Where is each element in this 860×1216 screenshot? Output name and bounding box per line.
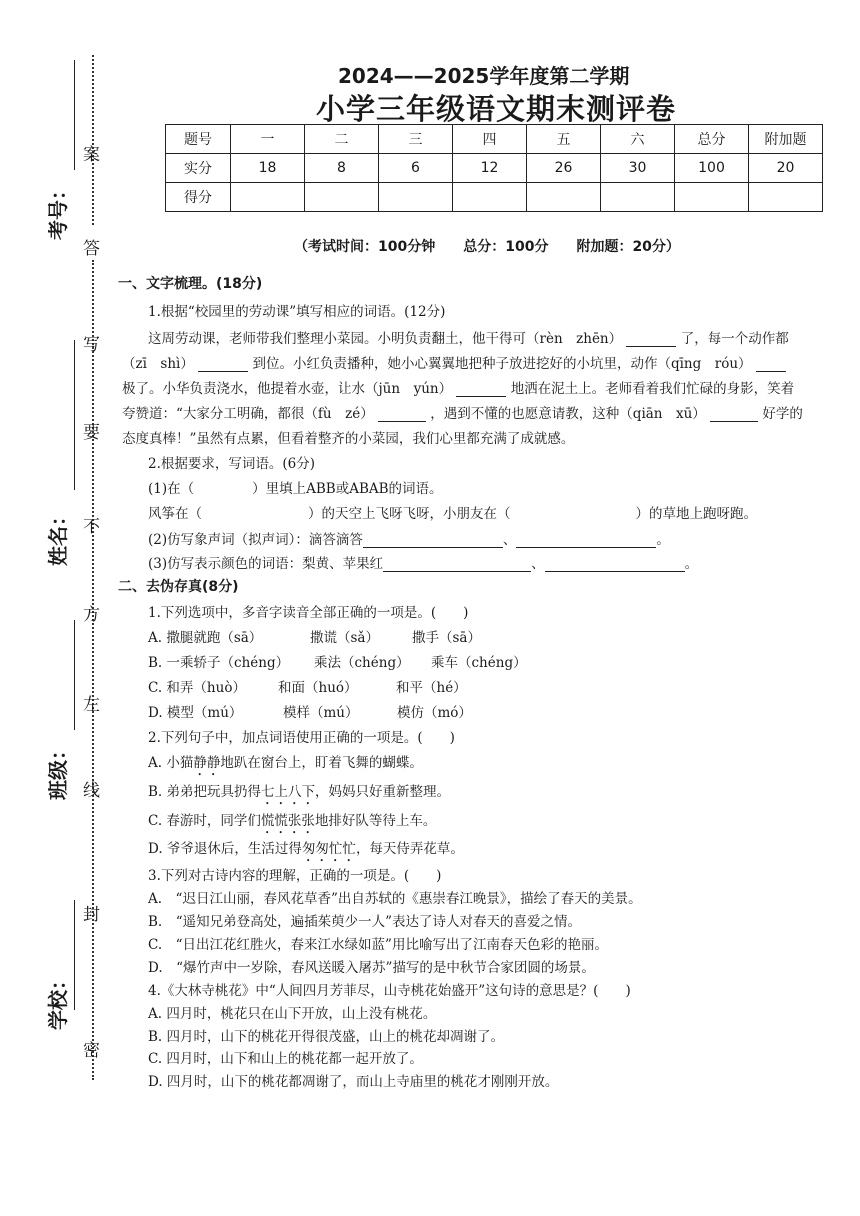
text: 极了。小华负责浇水，他提着水壶，让水（jūn yún） [122,381,453,397]
name-field[interactable] [74,340,75,490]
class-label: 班级： [46,740,70,800]
table-cell: 8 [305,154,379,183]
text: 地趴在窗台上，盯着飞舞的蝴蝶。 [220,755,423,771]
exam-info: （考试时间：100分钟 总分：100分 附加题：20分） [294,239,680,255]
score-input-cell[interactable] [453,183,527,212]
text: 撒谎（sǎ） [310,630,379,646]
class-field[interactable] [74,620,75,730]
seal-char: 写 [83,335,100,355]
table-cell: 总分 [675,125,749,154]
text: (3)仿写表示颜色的词语：梨黄、苹果红 [148,556,384,572]
text: （zī shì） [122,356,194,372]
text: ，每天侍弄花草。 [355,841,464,857]
text: 这周劳动课，老师带我们整理小菜园。小明负责翻土，他干得可（rèn zhēn） [148,331,623,347]
text: ）的草地上跑呀跑。 [635,506,757,522]
q1-line-3 [122,377,794,397]
text: D. 爷爷退休后，生活过得 [148,841,302,857]
text: (1)在（ [148,481,195,497]
s2-q1-option-b[interactable] [148,651,527,671]
table-cell: 题号 [166,125,231,154]
table-cell: 三 [379,125,453,154]
table-cell: 20 [749,154,823,183]
score-input-cell[interactable] [379,183,453,212]
table-cell: 实分 [166,154,231,183]
s2-q4-option-a[interactable]: A. 四月时，桃花只在山下开放，山上没有桃花。 [148,1006,437,1022]
score-table-got-row [166,183,823,212]
s2-q4-title: 4.《大林寺桃花》中“人间四月芳菲尽，山寺桃花始盛开”这句诗的意思是？( ) [148,983,631,999]
table-cell: 五 [527,125,601,154]
answer-blank[interactable] [626,346,676,347]
text: 乘法（chéng） [314,655,410,671]
table-cell: 四 [453,125,527,154]
table-cell: 12 [453,154,527,183]
section1-heading: 一、文字梳理。(18分) [118,276,263,292]
s2-q3-option-a[interactable]: A. “迟日江山丽，春风花草香”出自苏轼的《惠崇春江晚景》，描绘了春天的美景。 [148,891,642,907]
table-cell: 26 [527,154,601,183]
dotted-word: 七上八下 [261,784,316,800]
text: B. 一乘轿子（chéng） [148,655,290,671]
answer-blank[interactable] [516,547,656,548]
answer-blank[interactable] [756,371,786,372]
s2-q1-option-a[interactable] [148,626,481,646]
score-input-cell[interactable] [601,183,675,212]
text: 。 [656,532,670,548]
q1-line-1 [148,327,789,347]
exam-number-label: 考号： [46,180,70,240]
text: 了，每一个动作都 [680,331,789,347]
text: A. 小猫 [148,755,194,771]
seal-char: 答 [83,239,100,259]
table-cell: 18 [231,154,305,183]
answer-blank[interactable] [383,571,531,572]
q2-3 [148,552,698,572]
seal-char: 线 [83,781,100,801]
text: 好学的 [762,406,803,422]
s2-q2-title: 2.下列句子中，加点词语使用正确的一项是。( ) [148,730,455,746]
s2-q2-option-c[interactable] [148,809,436,837]
seal-char: 要 [83,423,100,443]
seal-char: 左 [83,695,100,715]
text: 乘车（chéng） [431,655,527,671]
text: D. 模型（mú） [148,705,243,721]
seal-line-lower [92,260,94,1080]
text: ，遇到不懂的也愿意请教，这种（qiān xū） [430,406,706,422]
s2-q4-option-c[interactable]: C. 四月时，山下和山上的桃花都一起开放了。 [148,1051,423,1067]
answer-blank[interactable] [363,547,503,548]
score-input-cell[interactable] [675,183,749,212]
s2-q1-option-d[interactable] [148,701,472,721]
text: ，妈妈只好重新整理。 [315,784,451,800]
seal-char: 不 [83,517,100,537]
q2-2 [148,528,670,548]
dotted-word: 慌慌张张 [260,813,315,829]
text: 。 [684,556,699,572]
text: 地洒在泥土上。老师看着我们忙碌的身影，笑着 [510,381,795,397]
table-cell: 30 [601,154,675,183]
s2-q3-title: 3.下列对古诗内容的理解，正确的一项是。( ) [148,868,442,884]
s2-q2-option-d[interactable] [148,837,464,865]
answer-blank[interactable] [456,396,506,397]
q1-line-4 [122,402,803,422]
seal-char: 案 [83,145,100,165]
answer-blank[interactable] [545,571,685,572]
text: 风筝在（ [148,506,202,522]
s2-q2-option-b[interactable] [148,780,450,808]
text: 模仿（mó） [397,705,472,721]
score-table-points-row [166,154,823,183]
q1-line-2 [122,352,786,372]
name-label: 姓名： [46,506,70,566]
text: 地排好队等待上车。 [314,813,437,829]
score-input-cell[interactable] [305,183,379,212]
table-cell: 一 [231,125,305,154]
q2-title: 2.根据要求，写词语。(6分) [148,456,316,472]
text: ）里填上ABB或ABAB的词语。 [252,481,443,497]
text: 和平（hé） [396,680,467,696]
text: 夸赞道：“大家分工明确，都很（fù zé） [122,406,374,422]
s2-q4-option-b[interactable]: B. 四月时，山下的桃花开得很茂盛，山上的桃花却凋谢了。 [148,1029,505,1045]
table-cell: 附加题 [749,125,823,154]
seal-char: 密 [83,1041,100,1061]
q1-title: 1.根据“校园里的劳动课”填写相应的词语。(12分) [148,304,446,320]
s2-q3-option-b[interactable]: B. “遥知兄弟登高处，遍插茱萸少一人”表达了诗人对春天的喜爱之情。 [148,914,582,930]
table-cell: 100 [675,154,749,183]
seal-char: 方 [83,605,100,625]
section2-heading: 二、去伪存真(8分) [118,579,239,595]
text: 模样（mú） [283,705,359,721]
score-input-cell[interactable] [527,183,601,212]
answer-blank[interactable] [378,421,426,422]
s2-q3-option-d[interactable]: D. “爆竹声中一岁除，春风送暖入屠苏”描写的是中秋节合家团圆的场景。 [148,960,595,976]
text: 、 [531,556,545,572]
table-cell: 二 [305,125,379,154]
answer-blank[interactable] [198,371,248,372]
seal-char: 封 [83,905,100,925]
exam-number-field[interactable] [74,60,75,170]
exam-term-title: 2024——2025学年度第二学期 [338,64,630,88]
text: 、 [502,532,517,548]
s2-q4-option-d[interactable]: D. 四月时，山下的桃花都凋谢了，而山上寺庙里的桃花才刚刚开放。 [148,1074,559,1090]
answer-blank[interactable] [710,421,758,422]
text: 到位。小红负责播种，她小心翼翼地把种子放进挖好的小坑里，动作（qīng róu） [252,356,752,372]
table-cell: 得分 [166,183,231,212]
school-label: 学校： [46,970,70,1030]
text: C. 春游时，同学们 [148,813,261,829]
q1-line-5: 态度真棒！”虽然有点累，但看着整齐的小菜园，我们心里都充满了成就感。 [122,431,575,447]
score-input-cell[interactable] [749,183,823,212]
table-cell: 六 [601,125,675,154]
text: (2)仿写象声词（拟声词）：滴答滴答 [148,532,363,548]
score-input-cell[interactable] [231,183,305,212]
text: A. 撒腿就跑（sā） [148,630,263,646]
score-table-header-row [166,125,823,154]
s2-q3-option-c[interactable]: C. “日出江花红胜火，春来江水绿如蓝”用比喻写出了江南春天色彩的艳丽。 [148,937,608,953]
dotted-word: 匆匆忙忙 [301,841,356,857]
q2-1-instruction [148,477,443,497]
text: 和面（huó） [278,680,358,696]
text: C. 和弄（huò） [148,680,246,696]
q2-1-sentence [148,502,757,522]
dotted-word: 静静 [193,755,221,771]
text: 撒手（sā） [412,630,481,646]
exam-title: 小学三年级语文期末测评卷 [316,92,677,126]
s2-q1-title: 1.下列选项中，多音字读音全部正确的一项是。( ) [148,605,469,621]
s2-q1-option-c[interactable] [148,676,467,696]
text: ）的天空上飞呀飞呀，小朋友在（ [308,506,511,522]
s2-q2-option-a[interactable] [148,751,423,779]
table-cell: 6 [379,154,453,183]
text: B. 弟弟把玩具扔得 [148,784,262,800]
score-table [165,124,823,212]
school-field[interactable] [74,900,75,1010]
